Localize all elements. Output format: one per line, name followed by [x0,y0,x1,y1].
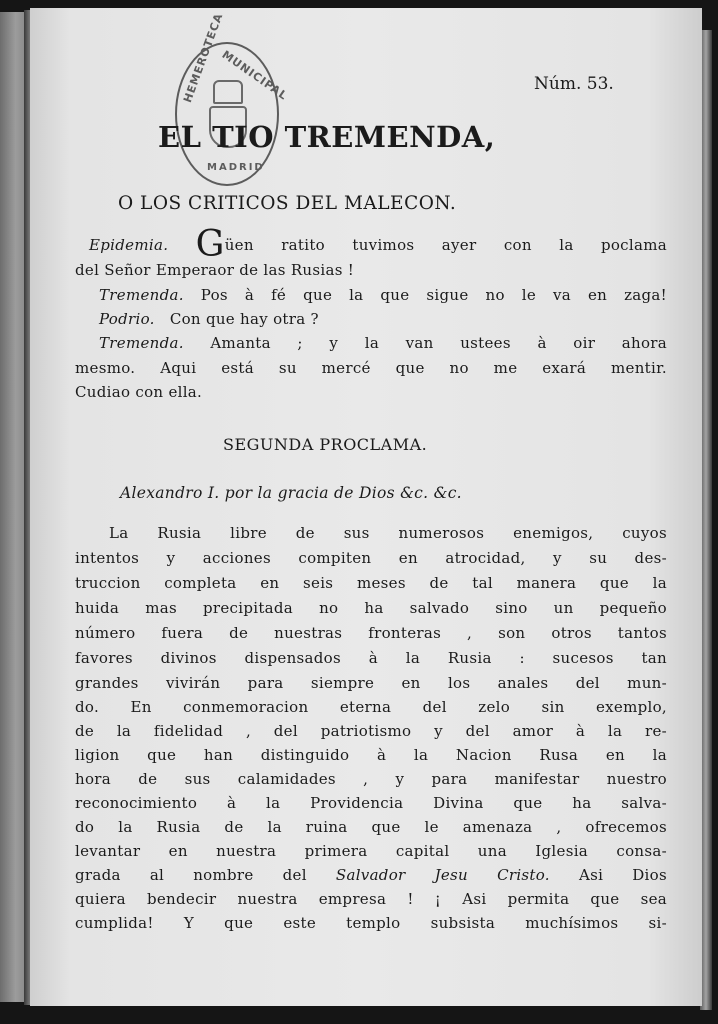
stamp-text-right: MUNICIPAL [219,48,291,103]
speaker-label: Epidemia. [89,236,169,254]
body-line: número fuera de nuestras fronteras , son otros tantos [75,624,667,642]
body-line: de la fidelidad , del patriotismo y del amor à la re- [75,722,667,740]
dialogue-line [75,310,667,328]
body-line: favores divinos dispensados à la Rusia : sucesos tan [75,649,667,667]
dialogue-text: del Señor Emperaor de las Rusias ! [75,261,355,279]
speaker-label: Podrio. [99,310,155,328]
dialogue-line [75,359,667,377]
body-line: grandes vivirán para siempre en los anales del mun- [75,674,667,692]
body-line: quiera bendecir nuestra empresa ! ¡ Asi permita que sea [75,890,667,908]
body-text-italic: Salvador Jesu Cristo. [335,866,550,884]
body-line: La Rusia libre de sus numerosos enemigos, cuyos [109,524,667,542]
body-line: reconocimiento à la Providencia Divina que ha salva- [75,794,667,812]
speaker-label: Tremenda. [99,286,184,304]
stamp-text-left: HEMEROTECA [181,11,226,105]
page-number: Núm. 53. [534,74,614,94]
left-page-edge [0,12,26,1002]
dialogue-line [75,261,667,279]
dialogue-text: üen ratito tuvimos ayer con la poclama [224,236,667,254]
library-stamp [175,11,291,186]
dialogue-text: mesmo. Aqui está su mercé que no me exará mentir. [75,359,667,377]
proclamation-signature: Alexandro I. por la gracia de Dios &c. &c. [120,484,462,502]
page-subtitle: O LOS CRITICOS DEL MALECON. [118,193,457,214]
dialogue-line [75,334,667,352]
stamp-text-bottom: MADRID [207,162,265,173]
dialogue-text: Con que hay otra ? [169,310,319,328]
body-text: Asi Dios [578,866,667,884]
speaker-label: Tremenda. [99,334,184,352]
body-line: intentos y acciones compiten en atrocidad, y su des- [75,549,667,567]
dialogue-text: Amanta ; y la van ustees à oir ahora [210,334,667,352]
body-line: cumplida! Y que este templo subsista muchísimos si- [75,914,667,932]
dialogue-line [75,383,667,401]
page-title: EL TIO TREMENDA, [158,120,496,154]
body-line: huida mas precipitada no ha salvado sino un pequeño [75,599,667,617]
crown-icon [213,80,243,104]
document-page [30,8,702,1006]
body-line: do la Rusia de la ruina que le amenaza , ofrecemos [75,818,667,836]
body-text: grada al nombre del [75,866,307,884]
body-line: do. En conmemoracion eterna del zelo sin exemplo, [75,698,667,716]
dialogue-line [75,224,667,265]
dialogue-text: Pos à fé que la que sigue no le va en zaga! [200,286,667,304]
dialogue-text: Cudiao con ella. [75,383,203,401]
body-line: ligion que han distinguido à la Nacion Rusa en la [75,746,667,764]
body-line: levantar en nuestra primera capital una Iglesia consa- [75,842,667,860]
drop-cap: G [195,224,225,265]
body-line [75,866,667,884]
section-heading: SEGUNDA PROCLAMA. [223,435,428,454]
dialogue-line [75,286,667,304]
body-line: truccion completa en seis meses de tal manera que la [75,574,667,592]
body-line: hora de sus calamidades , y para manifestar nuestro [75,770,667,788]
